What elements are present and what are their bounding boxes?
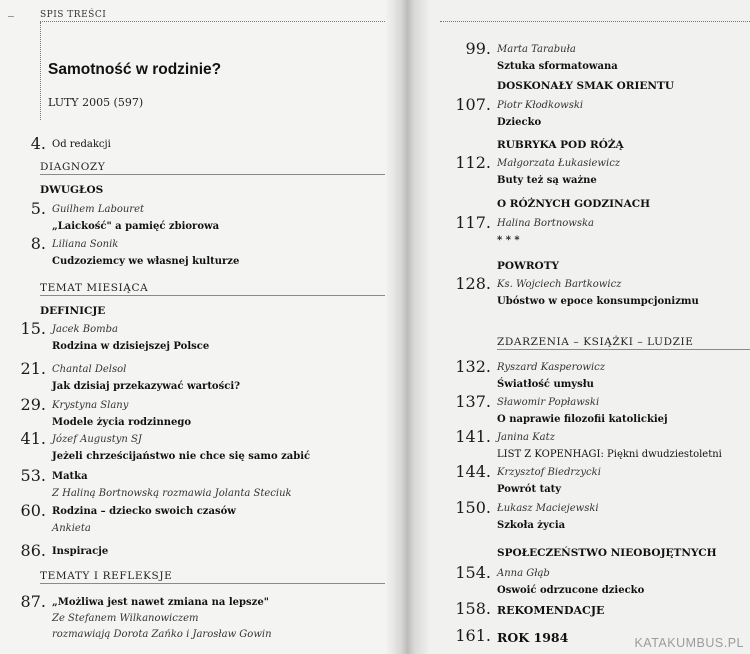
entry-author: Sławomir Popławski (497, 397, 600, 408)
right-header-rule (440, 21, 750, 22)
page-number: 41. (20, 429, 46, 448)
entry-author: Guilhem Labouret (52, 204, 145, 215)
entry-author: Jacek Bomba (52, 324, 118, 335)
entry-title: Inspiracje (52, 546, 109, 557)
entry-title: Oswoić odrzucone dziecko (497, 585, 645, 596)
entry-author: Józef Augustyn SJ (52, 434, 142, 445)
subsection-heading-definicje: DEFINICJE (40, 305, 106, 317)
entry-subtitle: Ze Stefanem Wilkanowiczem (52, 613, 199, 624)
entry-title: * * * (497, 235, 520, 246)
entry-author: Łukasz Maciejewski (497, 503, 599, 514)
entry-title: Rodzina w dzisiejszej Polsce (52, 341, 210, 352)
entry-title: LIST Z KOPENHAGI: Piękni dwudziestoletni (497, 449, 722, 460)
issue-title: Samotność w rodzinie? (48, 61, 222, 78)
section-heading-zdarzenia: ZDARZENIA – KSIĄŻKI – LUDZIE (497, 336, 750, 350)
page-number: 5. (30, 199, 46, 218)
page-number: 53. (20, 466, 46, 485)
entry-title: „Laickość" a pamięć zbiorowa (52, 221, 220, 232)
subsection-heading-spoleczenstwo: SPOŁECZEŃSTWO NIEOBOJĘTNYCH (497, 547, 717, 559)
entry-author: Małgorzata Łukasiewicz (497, 158, 621, 169)
page-number: 21. (20, 359, 46, 378)
subsection-heading-dwuglos: DWUGŁOS (40, 184, 104, 196)
page-number: 161. (455, 626, 491, 645)
page-number: 132. (455, 357, 491, 376)
entry-title: Powrót taty (497, 484, 562, 495)
issue-date: LUTY 2005 (597) (48, 96, 144, 109)
entry-title: Rodzina – dziecko swoich czasów (52, 506, 236, 517)
entry-title: Jeżeli chrześcijaństwo nie chce się samo zabić (52, 451, 311, 462)
section-heading-diagnozy: DIAGNOZY (40, 161, 385, 175)
entry-author: Ks. Wojciech Bartkowicz (497, 279, 622, 290)
page-number: 107. (455, 95, 491, 114)
page-number: 60. (20, 501, 46, 520)
entry-title: Światłość umysłu (497, 379, 594, 390)
entry-author: Anna Głąb (497, 568, 550, 579)
page-number: 29. (20, 395, 46, 414)
entry-title: Od redakcji (52, 139, 111, 150)
entry-author: Chantal Delsol (52, 364, 127, 375)
subsection-heading-powroty: POWROTY (497, 260, 560, 272)
entry-author: Ryszard Kasperowicz (497, 362, 606, 373)
entry-title: Ubóstwo w epoce konsumpcjonizmu (497, 296, 699, 307)
entry-title: Buty też są ważne (497, 175, 597, 186)
page-number: 117. (455, 213, 491, 232)
page-number: 8. (30, 234, 46, 253)
book-gutter (385, 0, 430, 654)
entry-subtitle: Ankieta (52, 523, 91, 534)
subsection-heading-godziny: O RÓŻNYCH GODZINACH (497, 198, 650, 210)
section-heading-tematy-i-refleksje: TEMATY I REFLEKSJE (40, 570, 385, 584)
page-number: 144. (455, 462, 491, 481)
header-vertical-rule (40, 22, 41, 120)
page-number: 150. (455, 498, 491, 517)
subsection-heading-roze: RUBRYKA POD RÓŻĄ (497, 139, 624, 151)
entry-subtitle: Z Haliną Bortnowską rozmawia Jolanta Steciuk (52, 488, 292, 499)
entry-title: ROK 1984 (497, 630, 569, 645)
entry-title: O naprawie filozofii katolickiej (497, 414, 668, 425)
page-number: 15. (20, 319, 46, 338)
entry-title: Cudzoziemcy we własnej kulturze (52, 256, 240, 267)
header-rule (40, 21, 385, 22)
page-number: 4. (30, 134, 46, 153)
entry-author: Halina Bortnowska (497, 218, 595, 229)
page-number: 86. (20, 541, 46, 560)
entry-subtitle-2: rozmawiają Dorota Zańko i Jarosław Gowin (52, 629, 272, 640)
page-number: 112. (455, 153, 491, 172)
entry-title: Matka (52, 471, 88, 482)
entry-title: Dziecko (497, 117, 542, 128)
subsection-heading-orient: DOSKONAŁY SMAK ORIENTU (497, 80, 674, 92)
entry-author: Krzysztof Biedrzycki (497, 467, 601, 478)
entry-author: Liliana Sonik (52, 239, 119, 250)
entry-title: Modele życia rodzinnego (52, 417, 192, 428)
page-number: 158. (455, 599, 491, 618)
page-number: 137. (455, 392, 491, 411)
entry-title: „Możliwa jest nawet zmiana na lepsze" (52, 597, 269, 608)
section-heading-temat-miesiaca: TEMAT MIESIĄCA (40, 282, 385, 296)
page-number: 87. (20, 592, 46, 611)
page-edge-mark (8, 16, 14, 17)
entry-author: Krystyna Slany (52, 400, 129, 411)
entry-title: Jak dzisiaj przekazywać wartości? (52, 381, 240, 392)
page-number: 141. (455, 427, 491, 446)
page-number: 154. (455, 563, 491, 582)
entry-title: Sztuka sformatowana (497, 61, 618, 72)
page-number: 128. (455, 274, 491, 293)
site-watermark: KATAKUMBUS.PL (634, 636, 744, 650)
entry-author: Piotr Kłodkowski (497, 100, 584, 111)
entry-title: Szkoła życia (497, 520, 566, 531)
entry-author: Janina Katz (497, 432, 555, 443)
toc-label: SPIS TREŚCI (40, 10, 107, 20)
entry-author: Marta Tarabuła (497, 44, 576, 55)
entry-title: REKOMENDACJE (497, 604, 605, 617)
page-number: 99. (465, 39, 491, 58)
